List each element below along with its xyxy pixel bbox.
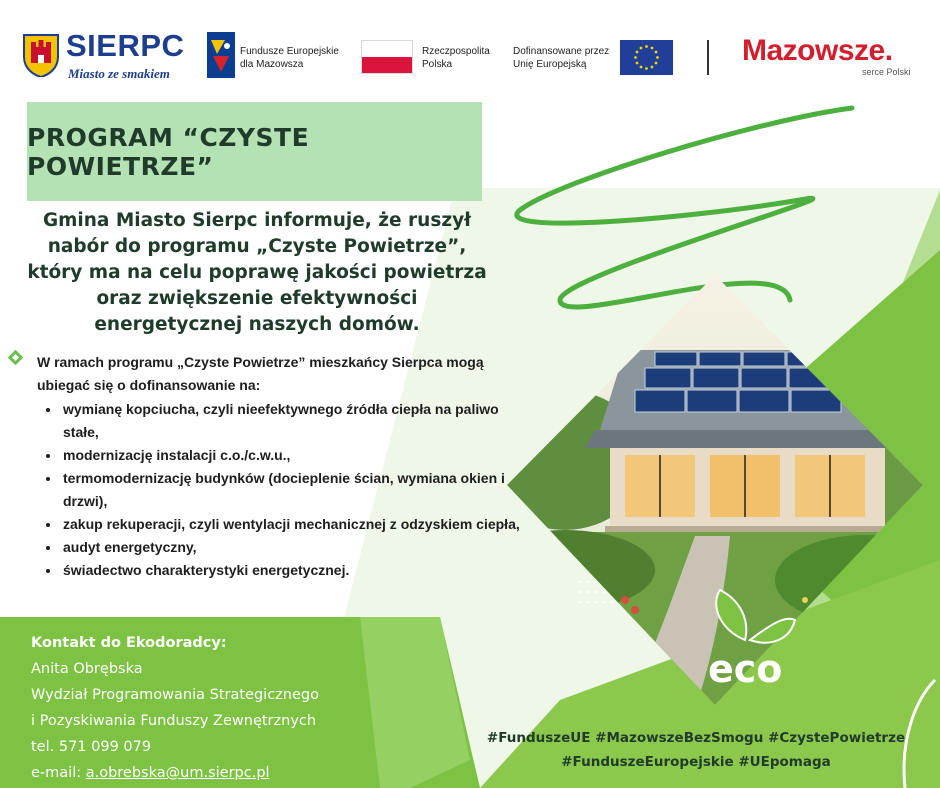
list-item: • zakup rekuperacji, czyli wentylacji mechanicznej z odzyskiem ciepła, [61, 513, 521, 536]
contact-title: Kontakt do Ekodoradcy: [31, 635, 227, 651]
rp-line2: Polska [422, 59, 453, 70]
eu-flag-icon [620, 40, 673, 75]
list-item: • termomodernizację budynków (docieplenie ścian, wymiana okien i drzwi), [61, 467, 521, 513]
contact-name: Anita Obrębska [31, 661, 143, 677]
sierpc-crest-icon [22, 33, 60, 77]
contact-email [31, 760, 431, 786]
sierpc-name: SIERPC [66, 28, 185, 63]
page-title: PROGRAM “CZYSTE POWIETRZE” [27, 122, 310, 181]
mazowsze-name: Mazowsze. [742, 34, 893, 67]
logo-bar [0, 0, 940, 100]
rp-line1: Rzeczpospolita [422, 46, 490, 57]
list-item: • modernizację instalacji c.o./c.w.u., [61, 444, 521, 467]
email-link[interactable]: a.obrebska@um.sierpc.pl [85, 765, 270, 781]
email-label: e-mail: [31, 765, 86, 781]
title-box [27, 102, 482, 201]
contact-phone: tel. 571 099 079 [31, 739, 152, 755]
rzeczpospolita-text [422, 45, 490, 71]
lead-text: W ramach programu „Czyste Powietrze” mieszkańcy Sierpca mogą ubiegać się o dofinansowanie na: [37, 354, 484, 393]
list-item: • wymianę kopciucha, czyli nieefektywnego źródła ciepła na paliwo stałe, [61, 398, 521, 444]
ue-line1: Dofinansowane przez [513, 46, 610, 57]
fundusze-europejskie-text [240, 45, 339, 71]
hashtags-line1: #FunduszeUE #MazowszeBezSmogu #CzystePowietrze [486, 730, 906, 746]
mazowsze-tagline: serce Polski [862, 67, 911, 77]
funding-list [37, 398, 521, 582]
header-divider [707, 40, 709, 75]
polish-flag-icon [361, 40, 413, 74]
hashtags [478, 726, 914, 774]
eco-label: eco [708, 647, 783, 691]
sierpc-tagline: Miasto ze smakiem [68, 66, 170, 81]
list-item: • audyt energetyczny, [61, 536, 521, 559]
ue-funding-text [513, 45, 609, 71]
intro-text: Gmina Miasto Sierpc informuje, że ruszył nabór do programu „Czyste Powietrze”, który ma na celu poprawę jakości powietrza oraz zwiększenie efektywności energetycznej naszych domów. [27, 210, 487, 335]
list-item: • świadectwo charakterystyki energetycznej. [61, 559, 521, 582]
eco-leaf-icon [690, 585, 800, 695]
contact-department-line1: Wydział Programowania Strategicznego [31, 687, 319, 703]
contact-department-line2: i Pozyskiwania Funduszy Zewnętrznych [31, 713, 317, 729]
fe-line1: Fundusze Europejskie [240, 46, 339, 57]
contact-block [31, 630, 431, 786]
hashtags-line2: #FunduszeEuropejskie #UEpomaga [561, 754, 831, 770]
fe-line2: dla Mazowsza [240, 59, 304, 70]
ue-line2: Unię Europejską [513, 59, 587, 70]
fundusze-europejskie-icon [207, 32, 235, 78]
